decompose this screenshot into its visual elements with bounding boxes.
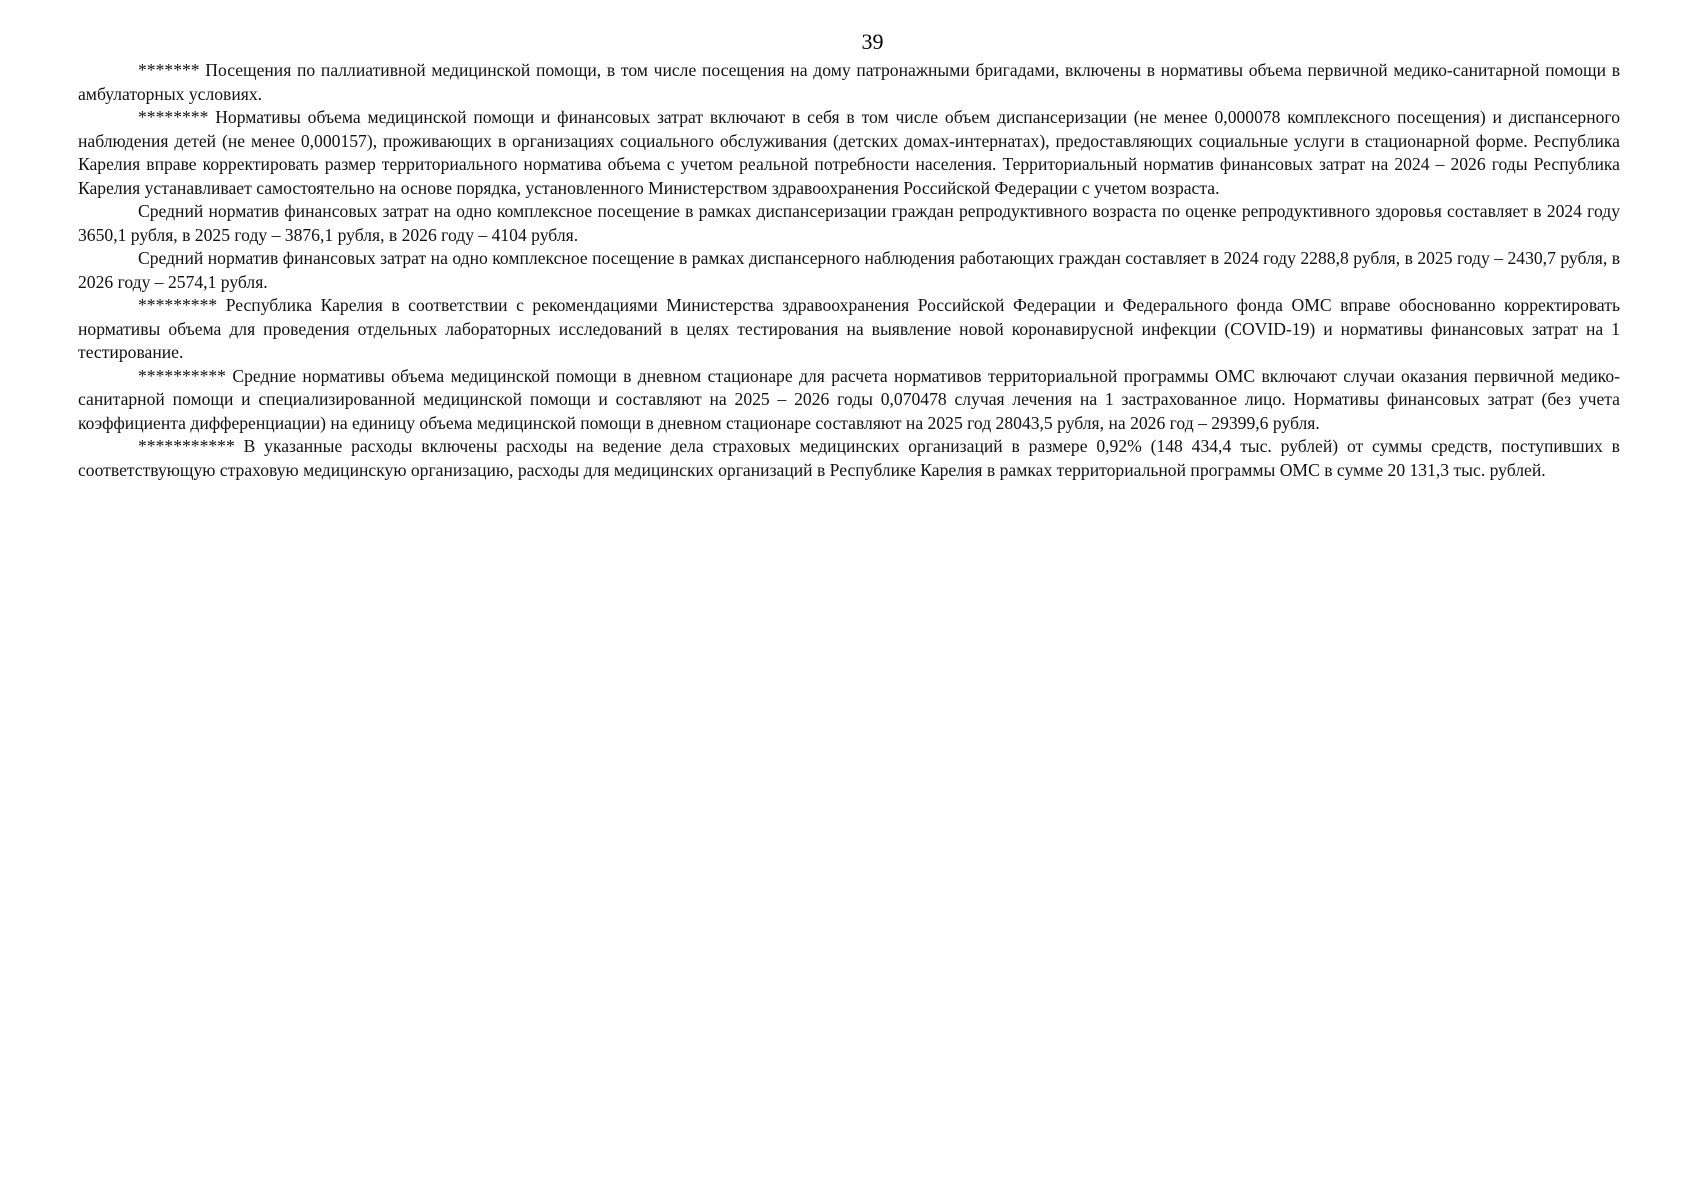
footnote-7-palliative-visits: ******* Посещения по паллиативной медицинской помощи, в том числе посещения на дому патронажными бригадами, включены в нормативы объема первичной медико-санитарной помощи в амбулаторных условиях.: [78, 60, 1620, 104]
footnote-9-covid-testing: ********* Республика Карелия в соответствии с рекомендациями Министерства здравоохранения Российской Федерации и Федерального фонда ОМС вправе обоснованно корректировать нормативы объема для проведения отдельных лабораторных исследований в целях тестирования на выявление новой коронавирусной инфекции (COVID-19) и нормативы финансовых затрат на 1 тестирование.: [78, 295, 1620, 362]
footnotes-section: [78, 59, 1620, 482]
paragraph-reproductive-health-cost: Средний норматив финансовых затрат на одно комплексное посещение в рамках диспансеризации граждан репродуктивного возраста по оценке репродуктивного здоровья составляет в 2024 году 3650,1 рубля, в 2025 году – 3876,1 рубля, в 2026 году – 4104 рубля.: [78, 201, 1620, 245]
footnote-10-day-hospital: ********** Средние нормативы объема медицинской помощи в дневном стационаре для расчета нормативов территориальной программы ОМС включают случаи оказания первичной медико-санитарной помощи и специализированной медицинской помощи и составляют на 2025 – 2026 годы 0,070478 случая лечения на 1 застрахованное лицо. Нормативы финансовых затрат (без учета коэффициента дифференциации) на единицу объема медицинской помощи в дневном стационаре составляют на 2025 год 28043,5 рубля, на 2026 год – 29399,6 рубля.: [78, 365, 1620, 433]
page-number: 39: [861, 29, 884, 54]
footnote-8-volume-norms: ******** Нормативы объема медицинской помощи и финансовых затрат включают в себя в том числе объем диспансеризации (не менее 0,000078 комплексного посещения) и диспансерного наблюдения детей (не менее 0,000157), проживающих в организациях социального обслуживания (детских домах-интернатах), предоставляющих социальные услуги в стационарной форме. Республика Карелия вправе корректировать размер территориального норматива объема с учетом реальной потребности населения. Территориальный норматив финансовых затрат на 2024 – 2026 годы Республика Карелия устанавливает самостоятельно на основе порядка, установленного Министерством здравоохранения Российской Федерации с учетом возраста.: [78, 107, 1620, 198]
footnote-11-insurance-expenses: *********** В указанные расходы включены расходы на ведение дела страховых медицинских организаций в размере 0,92% (148 434,4 тыс. рублей) от суммы средств, поступивших в соответствующую страховую медицинскую организацию, расходы для медицинских организаций в Республике Карелия в рамках территориальной программы ОМС в сумме 20 131,3 тыс. рублей.: [78, 436, 1620, 480]
paragraph-working-citizens-cost: Средний норматив финансовых затрат на одно комплексное посещение в рамках диспансерного наблюдения работающих граждан составляет в 2024 году 2288,8 рубля, в 2025 году – 2430,7 рубля, в 2026 году – 2574,1 рубля.: [78, 248, 1620, 292]
